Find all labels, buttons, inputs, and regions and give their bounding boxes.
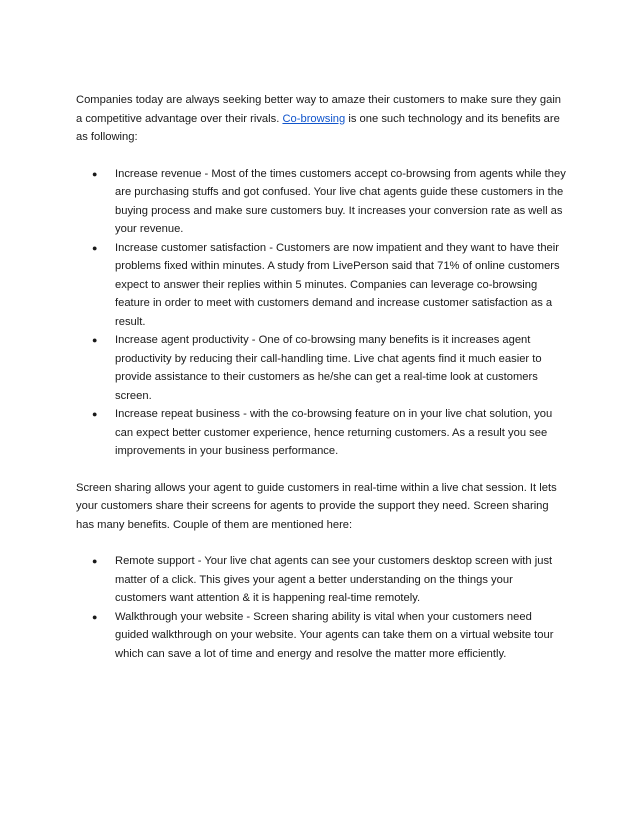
list-item-text: Increase revenue - Most of the times customers accept co-browsing from agents while they are purchasing stuffs and got confused. Your live chat agents guide these customers in the buying process and make sure customers buy. It increases your conversion rate as well as your revenue. — [115, 167, 566, 235]
list-item — [92, 239, 566, 332]
bullet-icon: ● — [92, 611, 98, 622]
bullet-icon: ● — [92, 242, 98, 253]
list-item — [92, 165, 566, 239]
list-item-text: Walkthrough your website - Screen sharing ability is vital when your customers need guided walkthrough on your website. Your agents can take them on a virtual website tour which can save a lot of time and energy and resolve the matter more efficiently. — [115, 610, 554, 660]
list-item-text: Remote support - Your live chat agents can see your customers desktop screen with just matter of a click. This gives your agent a better understanding on the things your customers want attention & it is happening real-time remotely. — [115, 555, 553, 604]
list-item-text: Increase repeat business - with the co-browsing feature on in your live chat solution, you can expect better customer experience, hence returning customers. As a result you see improvements in your business performance. — [115, 408, 553, 457]
bullet-icon: ● — [92, 556, 98, 566]
screen-sharing-paragraph: Screen sharing allows your agent to guide customers in real-time within a live chat session. It lets your customers share their screens for agents to provide the support they need. Screen sharing has many benefits. Couple of them are mentioned here: — [76, 481, 557, 531]
list-item — [92, 331, 566, 405]
cobrowsing-link[interactable]: Co-browsing — [282, 112, 346, 125]
intro-text-after-link: is one such technology and its benefits are as following: — [76, 112, 560, 143]
list-item — [92, 608, 566, 664]
paragraph-spacer — [76, 461, 566, 479]
paragraph-spacer — [76, 147, 566, 165]
list-item — [92, 552, 566, 608]
document-page — [76, 91, 566, 663]
paragraph-spacer — [76, 534, 566, 552]
intro-text-before-link: Companies today are always seeking better way to amaze their customers to make sure they gain a competitive advantage over their rivals. — [76, 94, 562, 125]
cobrowsing-benefits-list — [76, 165, 566, 461]
intro-paragraph — [76, 91, 566, 147]
list-item-text: Increase customer satisfaction - Customers are now impatient and they want to have their problems fixed within minutes. A study from LivePerson said that 71% of online customers expect to answer their replies within 5 minutes. Companies can leverage co-browsing feature in order to meet with customers demand and increase customer satisfaction as a result. — [115, 241, 560, 328]
bullet-icon: ● — [92, 409, 98, 419]
bullet-icon: ● — [92, 335, 98, 345]
bullet-icon: ● — [92, 168, 98, 179]
list-item-text: Increase agent productivity - One of co-browsing many benefits is it increases agent productivity by reducing their call-handling time. Live chat agents find it much easier to provide assistance to their customers as he/she can get a real-time look at customers screen. — [115, 334, 542, 402]
list-item — [92, 405, 566, 461]
screen-sharing-benefits-list — [76, 552, 566, 663]
